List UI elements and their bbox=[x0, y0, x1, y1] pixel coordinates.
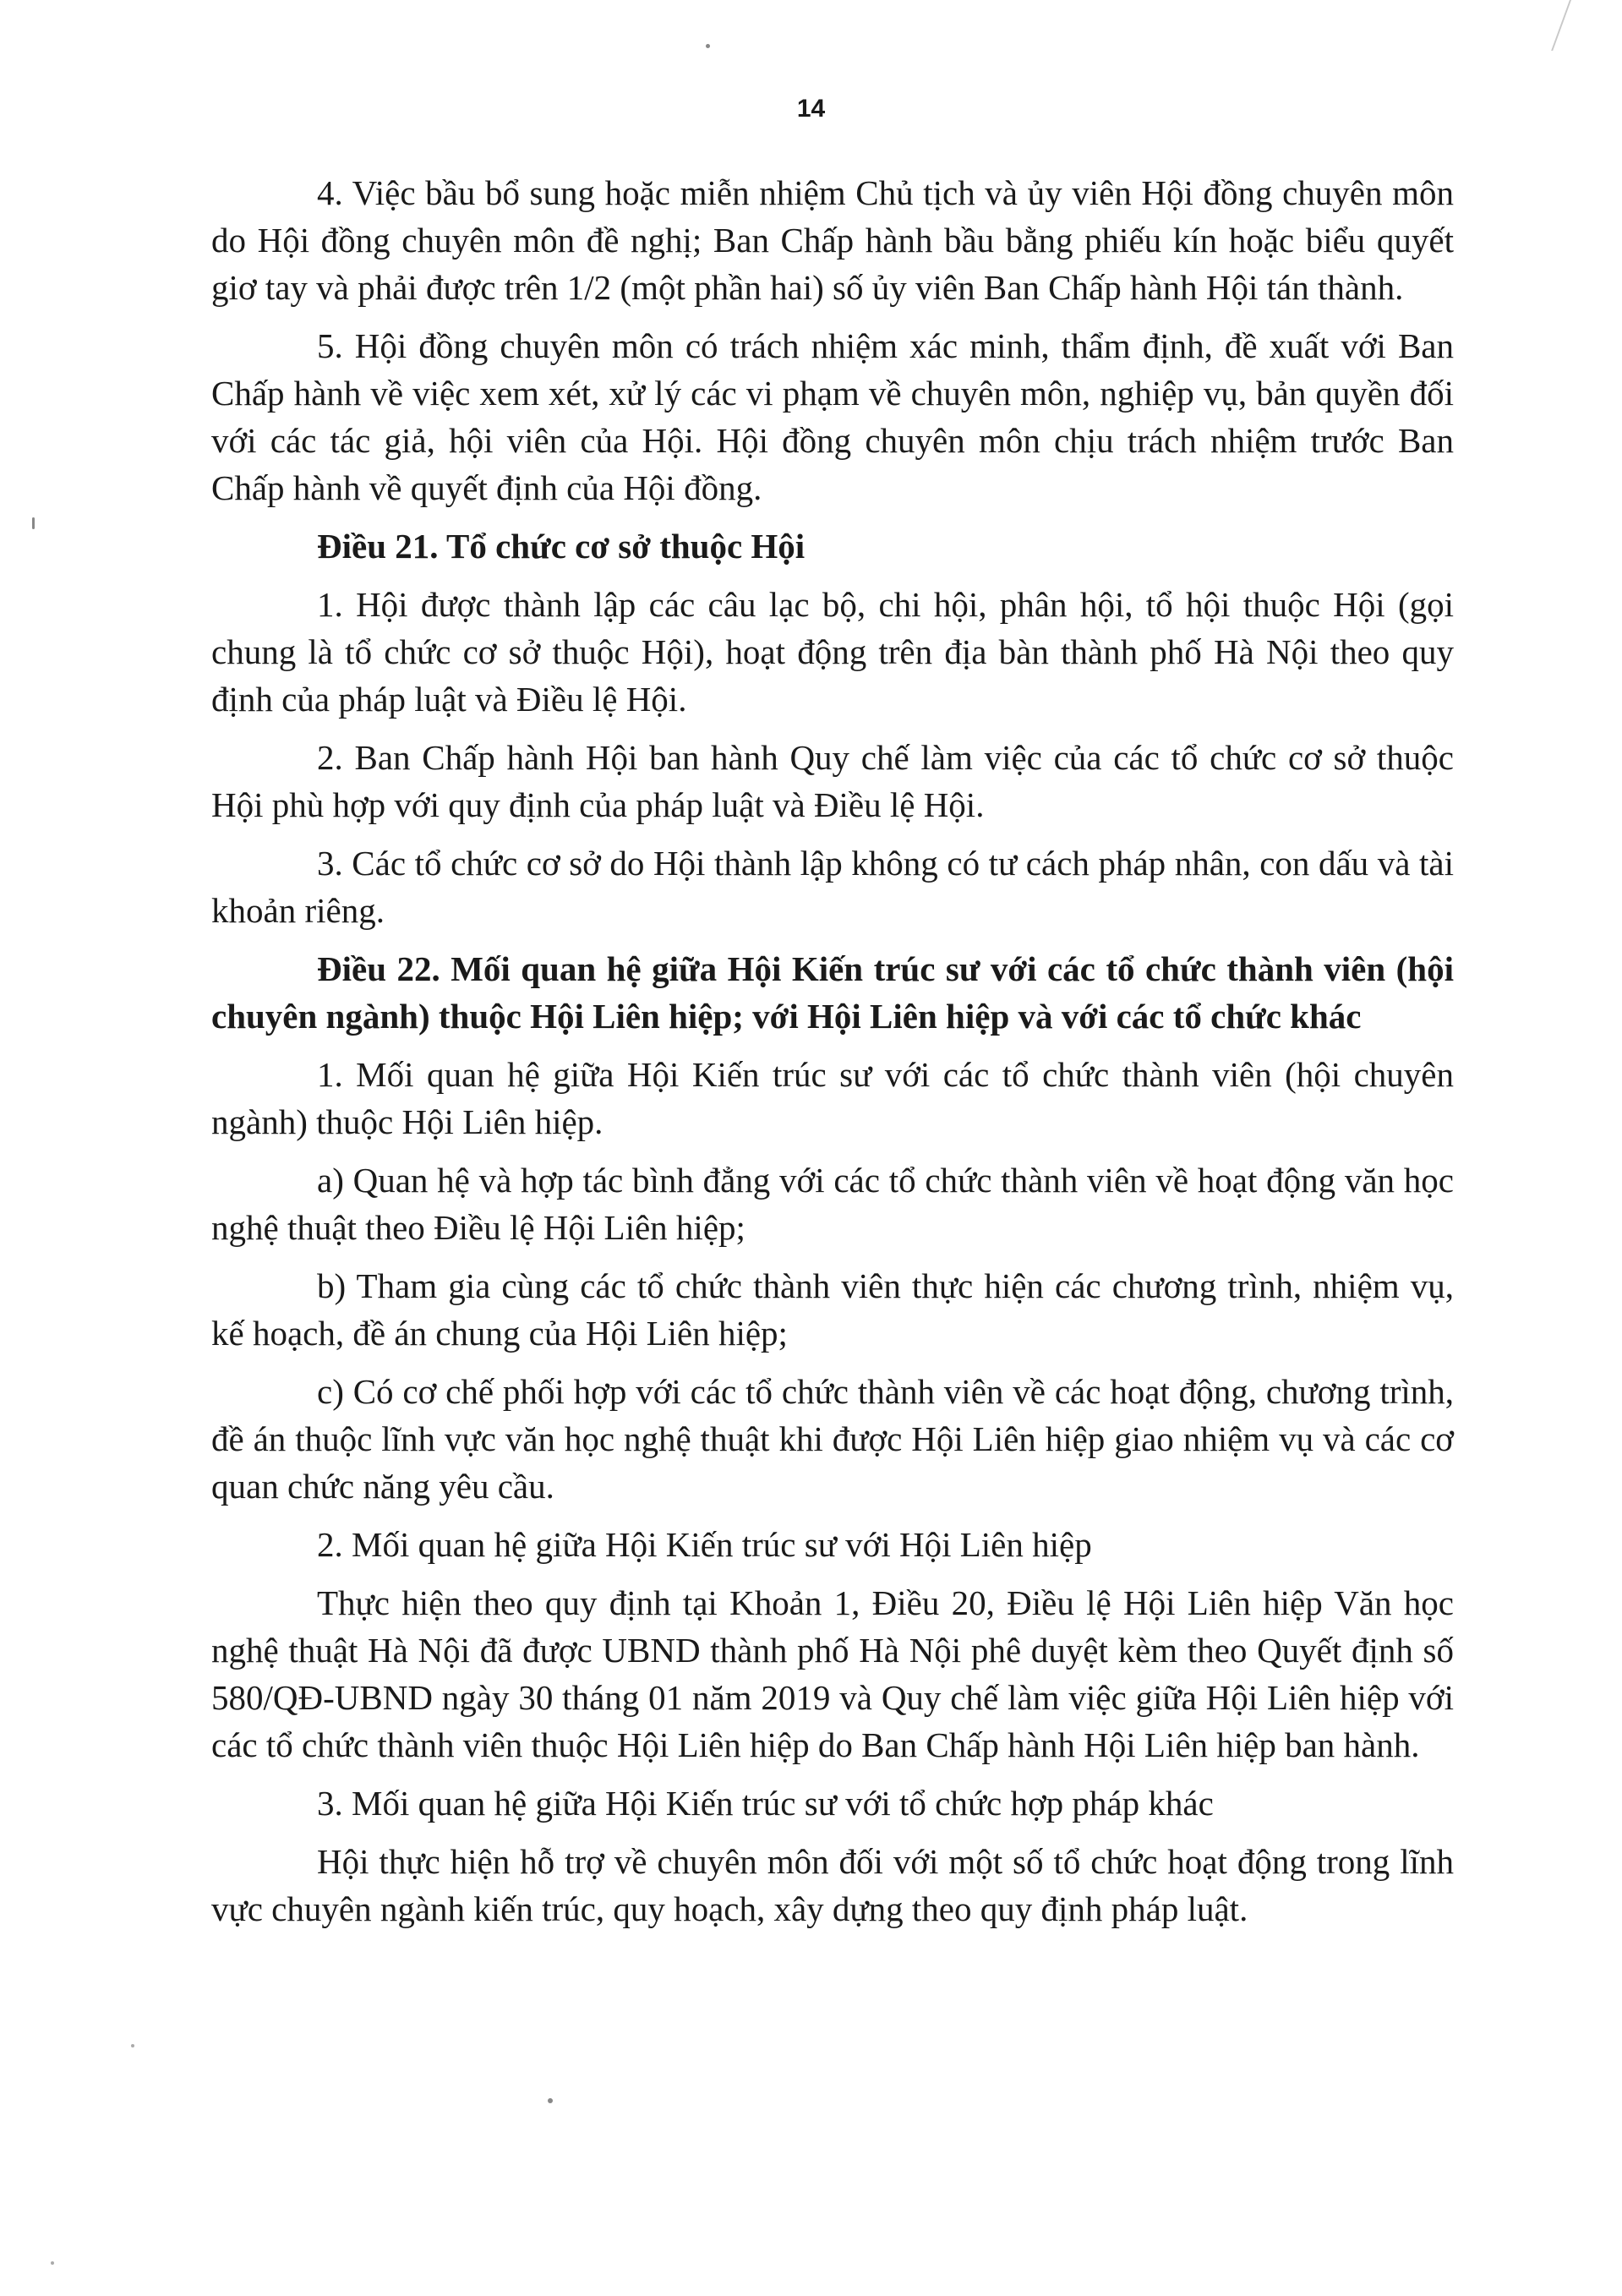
scan-dot bbox=[32, 517, 35, 529]
paragraph-article-21-item-2: 2. Ban Chấp hành Hội ban hành Quy chế làm việc của các tổ chức cơ sở thuộc Hội phù hợp với quy định của pháp luật và Điều lệ Hội. bbox=[211, 738, 1454, 824]
paragraph-article-22-item-2: 2. Mối quan hệ giữa Hội Kiến trúc sư với Hội Liên hiệp bbox=[317, 1525, 1092, 1564]
scan-dot bbox=[131, 2044, 134, 2047]
paragraph-article-21-item-3: 3. Các tổ chức cơ sở do Hội thành lập không có tư cách pháp nhân, con dấu và tài khoản riêng. bbox=[211, 844, 1454, 930]
heading-article-22: Điều 22. Mối quan hệ giữa Hội Kiến trúc sư với các tổ chức thành viên (hội chuyên ngành) thuộc Hội Liên hiệp; với Hội Liên hiệp và với các tổ chức khác bbox=[211, 949, 1454, 1036]
scan-dot bbox=[51, 2261, 54, 2265]
paragraph-article-22-item-3: 3. Mối quan hệ giữa Hội Kiến trúc sư với tổ chức hợp pháp khác bbox=[317, 1784, 1214, 1823]
paragraph-article-22-item-1: 1. Mối quan hệ giữa Hội Kiến trúc sư với các tổ chức thành viên (hội chuyên ngành) thuộc Hội Liên hiệp. bbox=[211, 1055, 1454, 1141]
heading-article-21: Điều 21. Tổ chức cơ sở thuộc Hội bbox=[317, 527, 806, 566]
scan-dot bbox=[706, 44, 710, 48]
paragraph-article-21-item-1: 1. Hội được thành lập các câu lạc bộ, chi hội, phân hội, tổ hội thuộc Hội (gọi chung là tổ chức cơ sở thuộc Hội), hoạt động trên địa bàn thành phố Hà Nội theo quy định của pháp luật và Điều lệ Hội. bbox=[211, 585, 1454, 719]
paragraph-article-22-item-1a: a) Quan hệ và hợp tác bình đẳng với các tổ chức thành viên về hoạt động văn học nghệ thuật theo Điều lệ Hội Liên hiệp; bbox=[211, 1161, 1454, 1247]
scan-dot bbox=[548, 2098, 553, 2103]
paragraph-article-22-item-1c: c) Có cơ chế phối hợp với các tổ chức thành viên về các hoạt động, chương trình, đề án thuộc lĩnh vực văn học nghệ thuật khi được Hội Liên hiệp giao nhiệm vụ và các cơ quan chức năng yêu cầu. bbox=[211, 1372, 1454, 1506]
paragraph-article-20-item-4: 4. Việc bầu bổ sung hoặc miễn nhiệm Chủ tịch và ủy viên Hội đồng chuyên môn do Hội đồng chuyên môn đề nghị; Ban Chấp hành bầu bằng phiếu kín hoặc biểu quyết giơ tay và phải được trên 1/2 (một phần hai) số ủy viên Ban Chấp hành Hội tán thành. bbox=[211, 173, 1454, 307]
paragraph-article-22-item-2-body: Thực hiện theo quy định tại Khoản 1, Điều 20, Điều lệ Hội Liên hiệp Văn học nghệ thuật Hà Nội đã được UBND thành phố Hà Nội phê duyệt kèm theo Quyết định số 580/QĐ-UBND ngày 30 tháng 01 năm 2019 và Quy chế làm việc giữa Hội Liên hiệp với các tổ chức thành viên thuộc Hội Liên hiệp do Ban Chấp hành Hội Liên hiệp ban hành. bbox=[211, 1583, 1454, 1764]
paragraph-article-20-item-5: 5. Hội đồng chuyên môn có trách nhiệm xác minh, thẩm định, đề xuất với Ban Chấp hành về việc xem xét, xử lý các vi phạm về chuyên môn, nghiệp vụ, bản quyền đối với các tác giả, hội viên của Hội. Hội đồng chuyên môn chịu trách nhiệm trước Ban Chấp hành về quyết định của Hội đồng. bbox=[211, 326, 1454, 507]
document-body bbox=[211, 169, 1454, 1943]
page-number: 14 bbox=[796, 95, 826, 123]
paragraph-article-22-item-3-body: Hội thực hiện hỗ trợ về chuyên môn đối với một số tổ chức hoạt động trong lĩnh vực chuyên ngành kiến trúc, quy hoạch, xây dựng theo quy định pháp luật. bbox=[211, 1842, 1454, 1928]
scan-corner-mark bbox=[1551, 0, 1622, 51]
paragraph-article-22-item-1b: b) Tham gia cùng các tổ chức thành viên thực hiện các chương trình, nhiệm vụ, kế hoạch, đề án chung của Hội Liên hiệp; bbox=[211, 1266, 1454, 1353]
